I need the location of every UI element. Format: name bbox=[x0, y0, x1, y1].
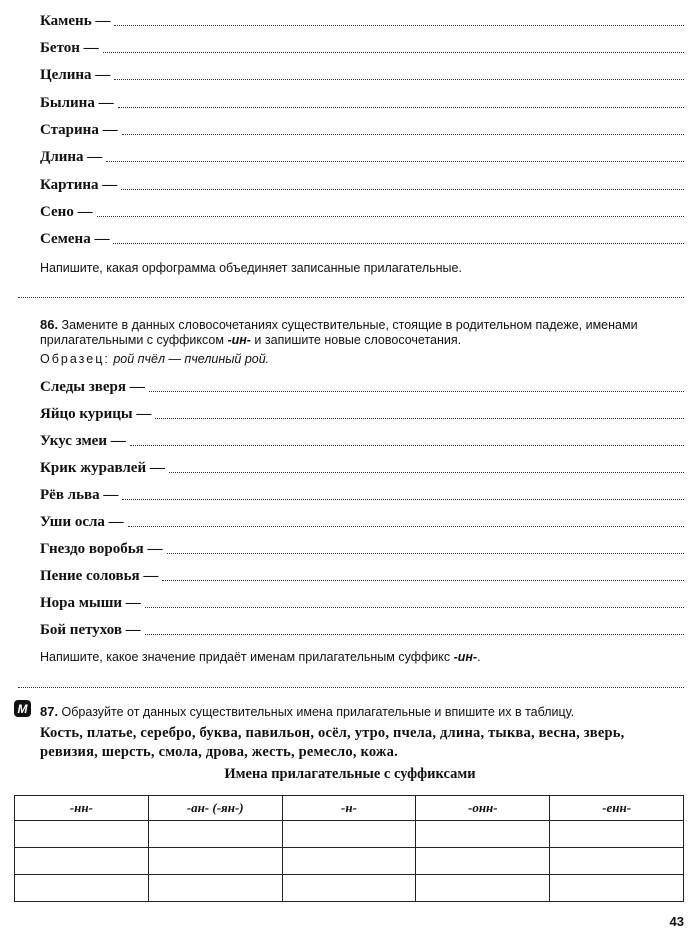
list-item bbox=[40, 540, 684, 558]
list-item-label: Длина — bbox=[40, 149, 103, 165]
table-header: -ан- (-ян-) bbox=[148, 796, 282, 821]
table-cell[interactable] bbox=[550, 875, 684, 902]
table-header: -нн- bbox=[15, 796, 149, 821]
task-number: 87. bbox=[40, 704, 59, 719]
answer-line[interactable] bbox=[167, 552, 684, 554]
table-cell[interactable] bbox=[148, 875, 282, 902]
list-item-label: Картина — bbox=[40, 177, 118, 193]
list-item-label: Нора мыши — bbox=[40, 595, 141, 611]
answer-line[interactable] bbox=[114, 24, 684, 26]
table-cell[interactable] bbox=[148, 821, 282, 848]
answer-line[interactable] bbox=[122, 498, 684, 500]
task-text: Замените в данных словосочетаниях существительные, стоящие в родительном падеже, именами прилагательными с суффиксом bbox=[40, 318, 638, 347]
list-item bbox=[40, 230, 684, 248]
answer-line[interactable] bbox=[121, 188, 684, 190]
top-instruction: Напишите, какая орфограмма объединяет записанные прилагательные. bbox=[40, 261, 462, 275]
answer-line[interactable] bbox=[106, 160, 684, 162]
list-item-label: Яйцо курицы — bbox=[40, 406, 152, 422]
list-item bbox=[40, 148, 684, 166]
list-item-label: Рёв льва — bbox=[40, 487, 119, 503]
answer-line[interactable] bbox=[97, 215, 684, 217]
list-item-label: Сено — bbox=[40, 204, 93, 220]
table-cell[interactable] bbox=[282, 821, 416, 848]
table-cell[interactable] bbox=[15, 848, 149, 875]
suffix-highlight: -ин- bbox=[453, 650, 478, 664]
table-header: -н- bbox=[282, 796, 416, 821]
task-number: 86. bbox=[40, 317, 59, 332]
task-text: Образуйте от данных существительных имена прилагательные и впишите их в таблицу. bbox=[58, 705, 575, 719]
words-line: Кость, платье, серебро, буква, павильон, осёл, утро, пчела, длина, тыква, весна, зверь, bbox=[40, 725, 625, 741]
list-item-label: Бой петухов — bbox=[40, 622, 141, 638]
list-item-label: Крик журавлей — bbox=[40, 460, 165, 476]
suffix-table bbox=[14, 795, 684, 902]
table-header: -енн- bbox=[550, 796, 684, 821]
list-item bbox=[40, 405, 684, 423]
answer-line[interactable] bbox=[128, 525, 684, 527]
list-item-label: Гнездо воробья — bbox=[40, 541, 163, 557]
list-item bbox=[40, 39, 684, 57]
list-item-label: Пение соловья — bbox=[40, 568, 159, 584]
list-item-label: Следы зверя — bbox=[40, 379, 145, 395]
list-item bbox=[40, 121, 684, 139]
answer-line[interactable] bbox=[122, 133, 684, 135]
list-item bbox=[40, 594, 684, 612]
list-item bbox=[40, 66, 684, 84]
answer-line[interactable] bbox=[18, 686, 684, 688]
table-cell[interactable] bbox=[282, 848, 416, 875]
list-item bbox=[40, 12, 684, 30]
task-87-words bbox=[40, 724, 690, 762]
list-item-label: Семена — bbox=[40, 231, 110, 247]
list-item bbox=[40, 176, 684, 194]
list-item bbox=[40, 432, 684, 450]
instruction-text: Напишите, какое значение придаёт именам прилагательным суффикс bbox=[40, 650, 454, 664]
answer-line[interactable] bbox=[130, 444, 684, 446]
list-item-label: Камень — bbox=[40, 13, 111, 29]
list-item-label: Укус змеи — bbox=[40, 433, 126, 449]
example-label: Образец: bbox=[40, 352, 110, 366]
list-item-label: Былина — bbox=[40, 95, 114, 111]
instruction-text: . bbox=[477, 650, 481, 664]
list-item bbox=[40, 486, 684, 504]
answer-line[interactable] bbox=[118, 106, 684, 108]
words-line: ревизия, шерсть, смола, дрова, жесть, ремесло, кожа. bbox=[40, 744, 398, 760]
table-title: Имена прилагательные с суффиксами bbox=[224, 766, 476, 782]
table-cell[interactable] bbox=[15, 875, 149, 902]
list-item bbox=[40, 459, 684, 477]
table-cell[interactable] bbox=[550, 848, 684, 875]
answer-line[interactable] bbox=[103, 51, 684, 53]
example-text: рой пчёл — пчелиный рой. bbox=[113, 352, 270, 366]
list-item-label: Бетон — bbox=[40, 40, 99, 56]
answer-line[interactable] bbox=[114, 78, 684, 80]
answer-line[interactable] bbox=[162, 579, 684, 581]
table-cell[interactable] bbox=[15, 821, 149, 848]
list-item-label: Уши осла — bbox=[40, 514, 124, 530]
list-item bbox=[40, 378, 684, 396]
list-item-label: Целина — bbox=[40, 67, 111, 83]
table-cell[interactable] bbox=[550, 821, 684, 848]
table-row bbox=[15, 848, 684, 875]
task-86-instruction bbox=[40, 650, 481, 665]
answer-line[interactable] bbox=[155, 417, 684, 419]
answer-line[interactable] bbox=[169, 471, 684, 473]
table-header: -онн- bbox=[416, 796, 550, 821]
table-cell[interactable] bbox=[282, 875, 416, 902]
answer-line[interactable] bbox=[149, 390, 684, 392]
page-number: 43 bbox=[669, 914, 684, 929]
table-cell[interactable] bbox=[148, 848, 282, 875]
answer-line[interactable] bbox=[145, 633, 684, 635]
table-cell[interactable] bbox=[416, 875, 550, 902]
task-text: и запишите новые словосочетания. bbox=[250, 333, 462, 347]
list-item bbox=[40, 203, 684, 221]
suffix-highlight: -ин- bbox=[227, 333, 251, 347]
task-86-prompt bbox=[40, 317, 690, 348]
task-87-prompt bbox=[40, 704, 690, 720]
list-item bbox=[40, 94, 684, 112]
m-badge-icon: М bbox=[14, 700, 31, 717]
answer-line[interactable] bbox=[113, 242, 684, 244]
list-item-label: Старина — bbox=[40, 122, 118, 138]
table-cell[interactable] bbox=[416, 848, 550, 875]
table-row bbox=[15, 821, 684, 848]
table-row bbox=[15, 875, 684, 902]
list-item bbox=[40, 513, 684, 531]
list-item bbox=[40, 567, 684, 585]
table-cell[interactable] bbox=[416, 821, 550, 848]
task-86-example bbox=[40, 352, 269, 367]
answer-line[interactable] bbox=[145, 606, 684, 608]
answer-line[interactable] bbox=[18, 296, 684, 298]
table-header-row bbox=[15, 796, 684, 821]
list-item bbox=[40, 621, 684, 639]
